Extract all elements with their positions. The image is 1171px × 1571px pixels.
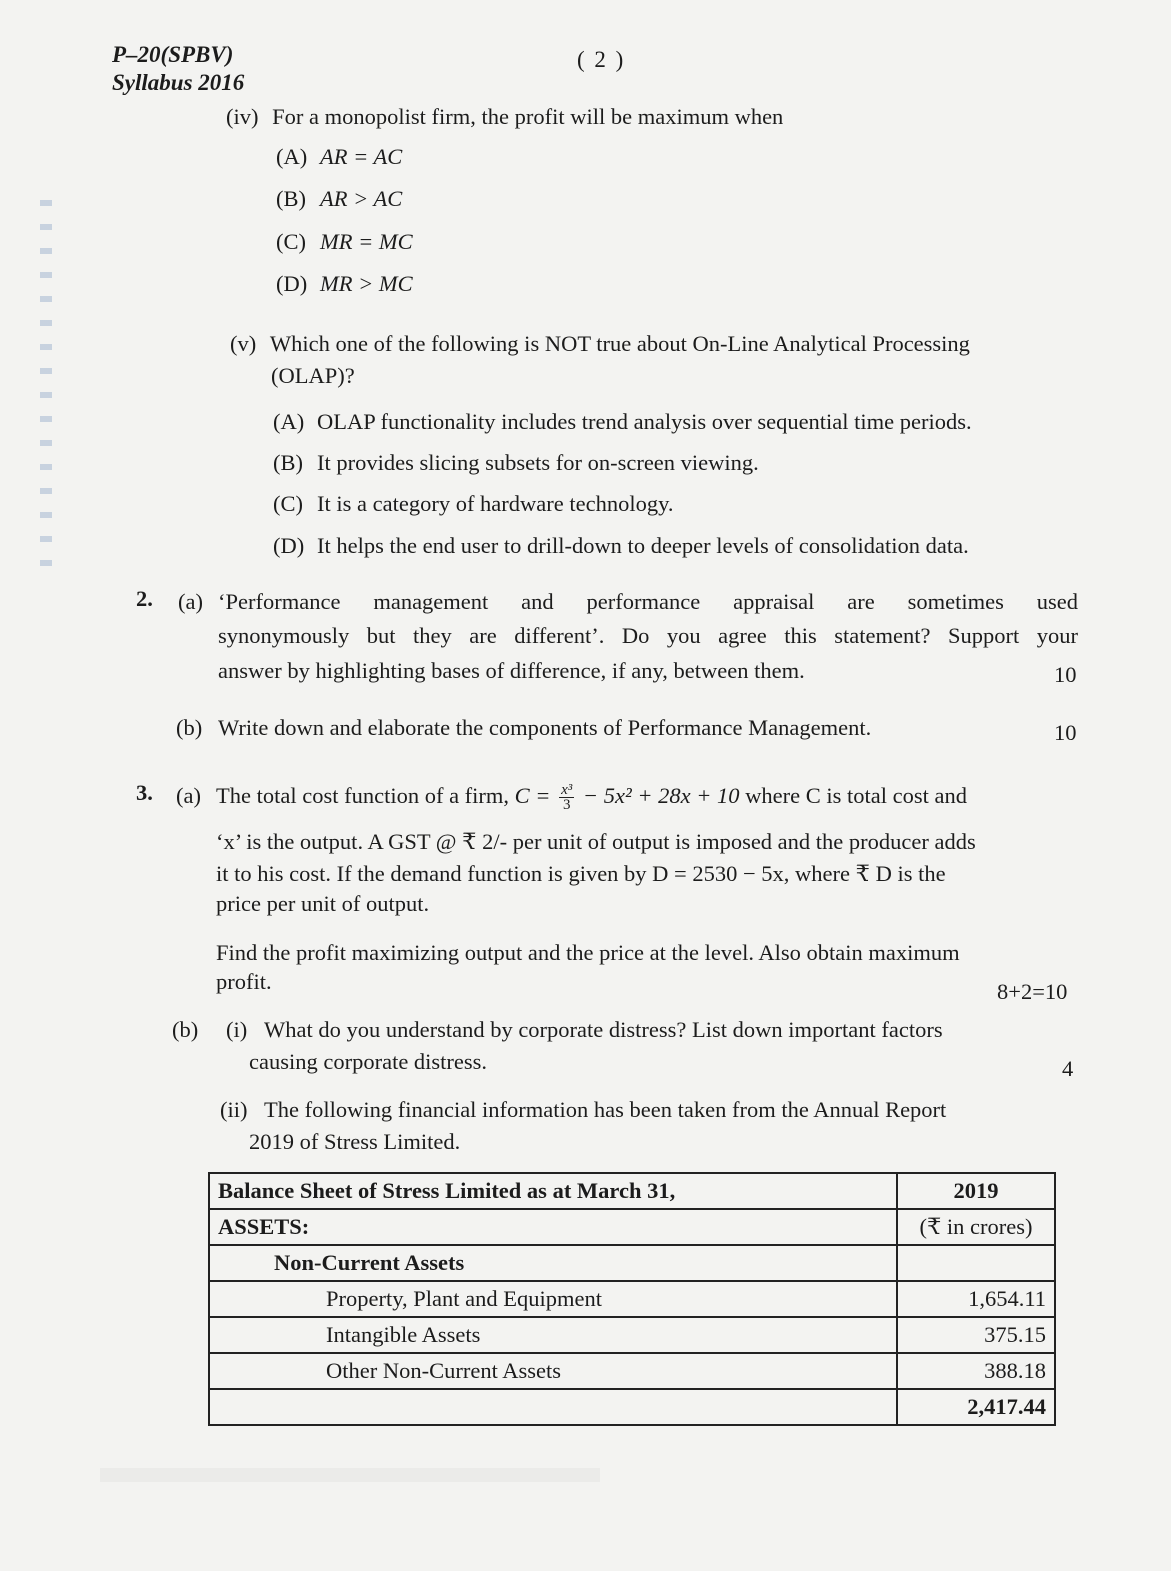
page-number: ( 2 )	[577, 47, 626, 72]
table-row	[209, 1209, 1055, 1245]
q1-iv-stem	[226, 101, 783, 133]
q3-b-i-marks: 4	[1062, 1056, 1074, 1081]
q2-number: 2.	[136, 586, 153, 611]
q1-v-option-d: (D) It helps the end user to drill-down to deeper levels of consolidation data.	[273, 533, 969, 558]
paper-code: P–20(SPBV)	[112, 42, 234, 67]
total-value: 2,417.44	[897, 1389, 1055, 1425]
q3-b-ii-line2: 2019 of Stress Limited.	[249, 1129, 461, 1154]
q1-v-text-line2: (OLAP)?	[271, 363, 355, 388]
q1-iv-option-d: (D) MR > MC	[276, 271, 413, 296]
table-row	[209, 1245, 1055, 1281]
syllabus-label: Syllabus 2016	[112, 70, 245, 95]
table-row	[209, 1281, 1055, 1317]
q1-iv-option-a: (A) AR = AC	[276, 144, 403, 169]
q3-b-i-line1: What do you understand by corporate distress? List down important factors	[264, 1017, 943, 1042]
q2-b-text: Write down and elaborate the components of Performance Management.	[218, 715, 872, 740]
q1-v-option-c: (C) It is a category of hardware technology.	[273, 491, 674, 516]
balance-sheet-year: 2019	[897, 1173, 1055, 1209]
q3-b-ii-number: (ii)	[220, 1097, 248, 1122]
q3-a-line1: The total cost function of a firm, C = $\frac{\text{x³}}{3}$ − 5x² + 28x + 10 where C is total cost and	[216, 782, 968, 814]
q1-v-number: (v)	[230, 331, 257, 356]
row-label: Other Non-Current Assets	[209, 1353, 897, 1389]
q1-v-text-line1: Which one of the following is NOT true about On-Line Analytical Processing	[269, 331, 970, 356]
q2-b-marks: 10	[1054, 720, 1077, 745]
row-label: Intangible Assets	[209, 1317, 897, 1353]
q3-a-line5: Find the profit maximizing output and the price at the level. Also obtain maximum	[216, 940, 960, 965]
unit-label: (₹ in crores)	[897, 1209, 1055, 1245]
q3-a-marks: 8+2=10	[997, 979, 1068, 1004]
balance-sheet-title: Balance Sheet of Stress Limited as at March 31,	[209, 1173, 897, 1209]
q1-v-option-b: (B) It provides slicing subsets for on-screen viewing.	[273, 450, 759, 475]
row-value: 388.18	[897, 1353, 1055, 1389]
q2-a-label: (a)	[178, 589, 203, 614]
q1-iv-option-b: (B) AR > AC	[276, 186, 403, 211]
q1-iv-number: (iv)	[226, 104, 259, 129]
table-row	[209, 1173, 1055, 1209]
q3-b-ii-line1: The following financial information has been taken from the Annual Report	[264, 1097, 947, 1122]
cost-formula-rest: − 5x² + 28x + 10	[582, 783, 740, 808]
q3-number: 3.	[136, 780, 153, 805]
table-row	[209, 1389, 1055, 1425]
q2-b-label: (b)	[176, 715, 203, 740]
q1-v-option-a: (A) OLAP functionality includes trend analysis over sequential time periods.	[273, 409, 972, 434]
q2-a-line1: ‘Performance management and performance appraisal are sometimes used	[218, 589, 1078, 614]
row-value: 375.15	[897, 1317, 1055, 1353]
q2-a-line2: synonymously but they are different’. Do you agree this statement? Support your	[218, 623, 1078, 648]
non-current-assets-heading: Non-Current Assets	[209, 1245, 897, 1281]
row-value: 1,654.11	[897, 1281, 1055, 1317]
q3-a-label: (a)	[176, 783, 201, 808]
cost-formula-fraction: $\frac{\text{x³}}{3}$	[561, 782, 573, 814]
q2-a-marks: 10	[1054, 662, 1077, 687]
q3-a-line3: it to his cost. If the demand function is given by D = 2530 − 5x, where ₹ D is the	[216, 861, 946, 886]
scan-margin-marks	[40, 200, 52, 580]
assets-heading: ASSETS:	[209, 1209, 897, 1245]
q2-a-line3: answer by highlighting bases of difference, if any, between them.	[218, 658, 805, 683]
q3-b-i-line2: causing corporate distress.	[249, 1049, 488, 1074]
q1-v-stem	[230, 328, 970, 360]
table-row	[209, 1317, 1055, 1353]
row-label: Property, Plant and Equipment	[209, 1281, 897, 1317]
q3-b-i-number: (i)	[226, 1017, 248, 1042]
cost-formula-lhs: C =	[514, 783, 551, 808]
table-row	[209, 1353, 1055, 1389]
q1-iv-option-c: (C) MR = MC	[276, 229, 413, 254]
q3-a-line2: ‘x’ is the output. A GST @ ₹ 2/- per unit of output is imposed and the producer adds	[216, 829, 976, 854]
bleed-through-shadow	[100, 1468, 600, 1482]
q1-iv-text: For a monopolist firm, the profit will be maximum when	[272, 104, 784, 129]
q3-a-line4: price per unit of output.	[216, 891, 430, 916]
balance-sheet-table	[208, 1172, 1056, 1426]
q3-a-line6: profit.	[216, 969, 272, 994]
q3-b-label: (b)	[172, 1017, 199, 1042]
